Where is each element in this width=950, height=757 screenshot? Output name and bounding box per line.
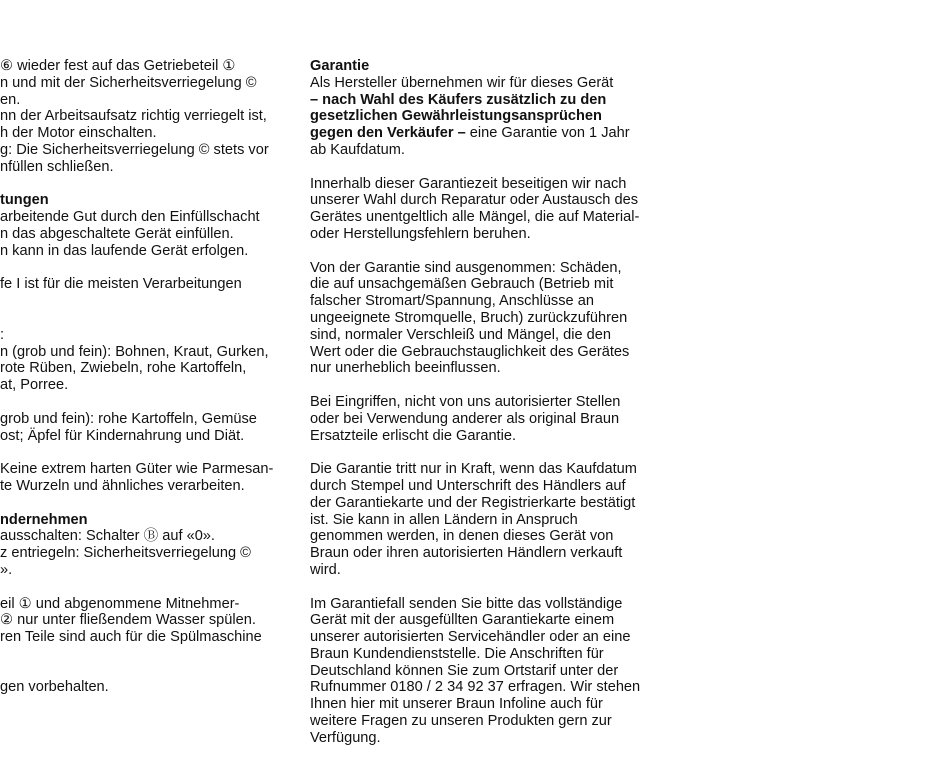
text-line: sind, normaler Verschleiß und Mängel, die den bbox=[310, 326, 611, 343]
paragraph-gap bbox=[310, 243, 670, 260]
text-line: die auf unsachgemäßen Gebrauch (Betrieb mit bbox=[310, 276, 614, 293]
text-line: genommen werden, in denen dieses Gerät von bbox=[310, 528, 614, 545]
warranty-intro-text: eine Garantie von 1 Jahr bbox=[465, 125, 630, 142]
text-line: g: Die Sicherheitsverriegelung © stets vor bbox=[0, 141, 269, 158]
text-line: rote Rüben, Zwiebeln, rohe Kartoffeln, bbox=[0, 360, 247, 377]
text-line: : bbox=[0, 326, 5, 343]
text-line: eil ① und abgenommene Mitnehmer- bbox=[0, 595, 240, 612]
text-line: Braun oder ihren autorisierten Händlern verkauft bbox=[310, 545, 623, 562]
text-line: at, Porree. bbox=[0, 377, 69, 394]
warranty-intro-line: Als Hersteller übernehmen wir für dieses Gerät bbox=[310, 74, 614, 91]
blank-line bbox=[0, 444, 290, 461]
blank-line bbox=[0, 579, 290, 596]
warranty-intro-bold: – nach Wahl des Käufers zusätzlich zu den bbox=[310, 91, 607, 108]
text-line: Im Garantiefall senden Sie bitte das vollständige bbox=[310, 595, 623, 612]
text-line: Deutschland können Sie zum Ortstarif unter der bbox=[310, 662, 619, 679]
warranty-paragraph bbox=[310, 596, 670, 747]
blank-line bbox=[0, 663, 290, 680]
warranty-intro-bold: gesetzlichen Gewährleistungsansprüchen bbox=[310, 108, 602, 125]
text-line: Innerhalb dieser Garantiezeit beseitigen wir nach bbox=[310, 175, 627, 192]
blank-line bbox=[0, 495, 290, 512]
text-line: Bei Eingriffen, nicht von uns autorisierter Stellen bbox=[310, 393, 621, 410]
text-line: oder Herstellungsfehlern beruhen. bbox=[310, 225, 531, 242]
text-line: weitere Fragen zu unseren Produkten gern zur bbox=[310, 713, 612, 730]
text-line: Gerätes unentgeltlich alle Mängel, die auf Material- bbox=[310, 209, 640, 226]
warranty-paragraph bbox=[310, 394, 670, 444]
warranty-paragraph bbox=[310, 461, 670, 579]
text-line: der Garantiekarte und der Registrierkarte bestätigt bbox=[310, 494, 636, 511]
text-line: ungeeignete Stromquelle, Bruch) zurückzuführen bbox=[310, 309, 628, 326]
warranty-paragraph bbox=[310, 260, 670, 378]
text-line: Ersatzteile erlischt die Garantie. bbox=[310, 427, 517, 444]
text-line: ren Teile sind auch für die Spülmaschine bbox=[0, 629, 262, 646]
text-line: z entriegeln: Sicherheitsverriegelung © bbox=[0, 545, 251, 562]
text-line: arbeitende Gut durch den Einfüllschacht bbox=[0, 209, 260, 226]
text-line: nur unerheblich beeinflussen. bbox=[310, 360, 501, 377]
text-line: ② nur unter fließendem Wasser spülen. bbox=[0, 612, 256, 629]
warranty-intro-line: ab Kaufdatum. bbox=[310, 141, 405, 158]
warranty-heading: Garantie bbox=[310, 58, 370, 74]
text-line: ausschalten: Schalter Ⓑ auf «0». bbox=[0, 528, 215, 545]
text-line: te Wurzeln und ähnliches verarbeiten. bbox=[0, 477, 245, 494]
paragraph-gap bbox=[310, 159, 670, 176]
text-line: Ihnen hier mit unserer Braun Infoline auch für bbox=[310, 696, 603, 713]
text-line: n (grob und fein): Bohnen, Kraut, Gurken, bbox=[0, 343, 269, 360]
blank-line bbox=[0, 646, 290, 663]
warranty-intro-mixed bbox=[310, 125, 670, 142]
paragraph-gap bbox=[310, 377, 670, 394]
text-line: grob und fein): rohe Kartoffeln, Gemüse bbox=[0, 410, 257, 427]
text-line: nn der Arbeitsaufsatz richtig verriegelt ist, bbox=[0, 108, 267, 125]
text-line: n und mit der Sicherheitsverriegelung © bbox=[0, 74, 257, 91]
blank-line bbox=[0, 394, 290, 411]
blank-line bbox=[0, 260, 290, 277]
text-line: Die Garantie tritt nur in Kraft, wenn das Kaufdatum bbox=[310, 461, 637, 478]
section-heading: tungen bbox=[0, 192, 49, 209]
blank-line bbox=[0, 310, 290, 327]
blank-line bbox=[0, 176, 290, 193]
text-line: ». bbox=[0, 561, 13, 578]
text-line: n kann in das laufende Gerät erfolgen. bbox=[0, 242, 249, 259]
text-line: en. bbox=[0, 91, 21, 108]
section-heading: ndernehmen bbox=[0, 511, 88, 528]
text-line: ⑥ wieder fest auf das Getriebeteil ① bbox=[0, 58, 236, 74]
text-line: unserer Wahl durch Reparatur oder Austausch des bbox=[310, 192, 638, 209]
text-line: Gerät mit der ausgefüllten Garantiekarte einem bbox=[310, 612, 615, 629]
warranty-intro-bold: gegen den Verkäufer – bbox=[310, 125, 466, 142]
text-line: n das abgeschaltete Gerät einfüllen. bbox=[0, 225, 234, 242]
text-line: h der Motor einschalten. bbox=[0, 125, 157, 142]
text-line: Wert oder die Gebrauchstauglichkeit des Gerätes bbox=[310, 343, 630, 360]
text-line: nfüllen schließen. bbox=[0, 158, 114, 175]
blank-line bbox=[0, 293, 290, 310]
text-line: unserer autorisierten Servicehändler oder an eine bbox=[310, 629, 631, 646]
left-column bbox=[0, 58, 290, 696]
text-line: ost; Äpfel für Kindernahrung und Diät. bbox=[0, 427, 245, 444]
text-line: ist. Sie kann in allen Ländern in Anspruch bbox=[310, 511, 578, 528]
text-line: Von der Garantie sind ausgenommen: Schäden, bbox=[310, 259, 622, 276]
text-line: Rufnummer 0180 / 2 34 92 37 erfragen. Wir stehen bbox=[310, 679, 641, 696]
text-line: Braun Kundendienststelle. Die Anschriften für bbox=[310, 645, 604, 662]
warranty-paragraphs bbox=[310, 159, 670, 747]
text-line: falscher Stromart/Spannung, Anschlüsse an bbox=[310, 293, 594, 310]
text-line: Verfügung. bbox=[310, 729, 381, 746]
text-line: fe I ist für die meisten Verarbeitungen bbox=[0, 276, 242, 293]
paragraph-gap bbox=[310, 579, 670, 596]
text-line: oder bei Verwendung anderer als original Braun bbox=[310, 410, 620, 427]
text-line: durch Stempel und Unterschrift des Händlers auf bbox=[310, 477, 626, 494]
text-line: gen vorbehalten. bbox=[0, 679, 109, 696]
text-line: wird. bbox=[310, 561, 341, 578]
paragraph-gap bbox=[310, 444, 670, 461]
text-line: Keine extrem harten Güter wie Parmesan- bbox=[0, 461, 274, 478]
right-column bbox=[310, 58, 670, 747]
warranty-paragraph bbox=[310, 176, 670, 243]
